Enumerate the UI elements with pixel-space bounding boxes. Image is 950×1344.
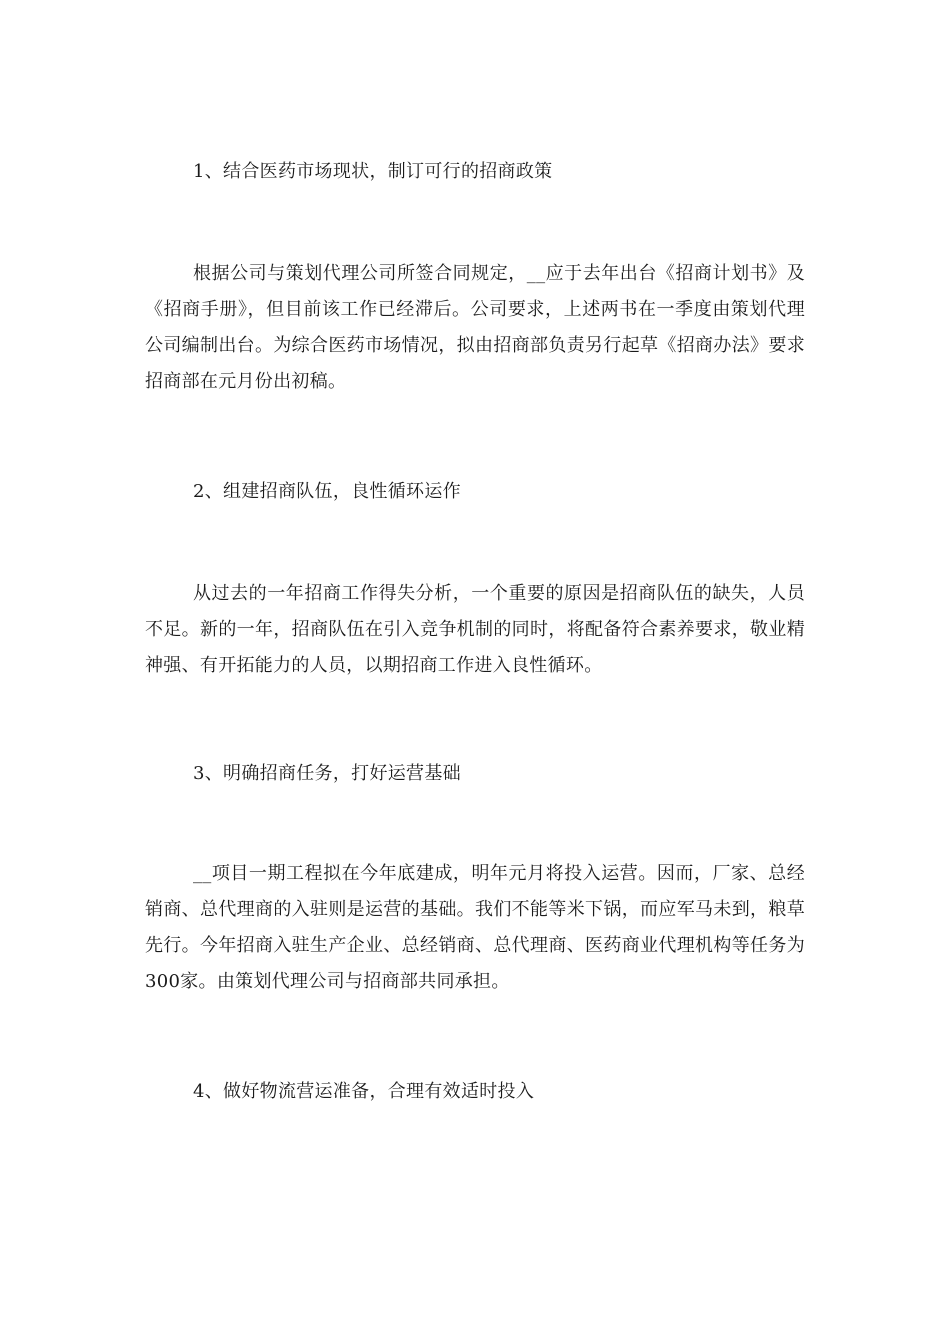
section-paragraph-3: __项目一期工程拟在今年底建成，明年元月将投入运营。因而，厂家、总经销商、总代理商的入驻则是运营的基础。我们不能等米下锅，而应军马未到，粮草先行。今年招商入驻生产企业、总经销商、总代理商、医药商业代理机构等任务为300家。由策划代理公司与招商部共同承担。 <box>145 863 805 992</box>
section-heading-1: 1、结合医药市场现状，制订可行的招商政策 <box>193 161 553 182</box>
section-heading-3: 3、明确招商任务，打好运营基础 <box>193 763 461 784</box>
section-heading-2: 2、组建招商队伍，良性循环运作 <box>193 481 461 502</box>
section-paragraph-1: 根据公司与策划代理公司所签合同规定，__应于去年出台《招商计划书》及《招商手册》，但目前该工作已经滞后。公司要求，上述两书在一季度由策划代理公司编制出台。为综合医药市场情况，拟由招商部负责另行起草《招商办法》要求招商部在元月份出初稿。 <box>145 263 805 392</box>
section-paragraph-2: 从过去的一年招商工作得失分析，一个重要的原因是招商队伍的缺失，人员不足。新的一年，招商队伍在引入竞争机制的同时，将配备符合素养要求，敬业精神强、有开拓能力的人员，以期招商工作进入良性循环。 <box>145 583 805 676</box>
section-heading-4: 4、做好物流营运准备，合理有效适时投入 <box>193 1081 535 1102</box>
